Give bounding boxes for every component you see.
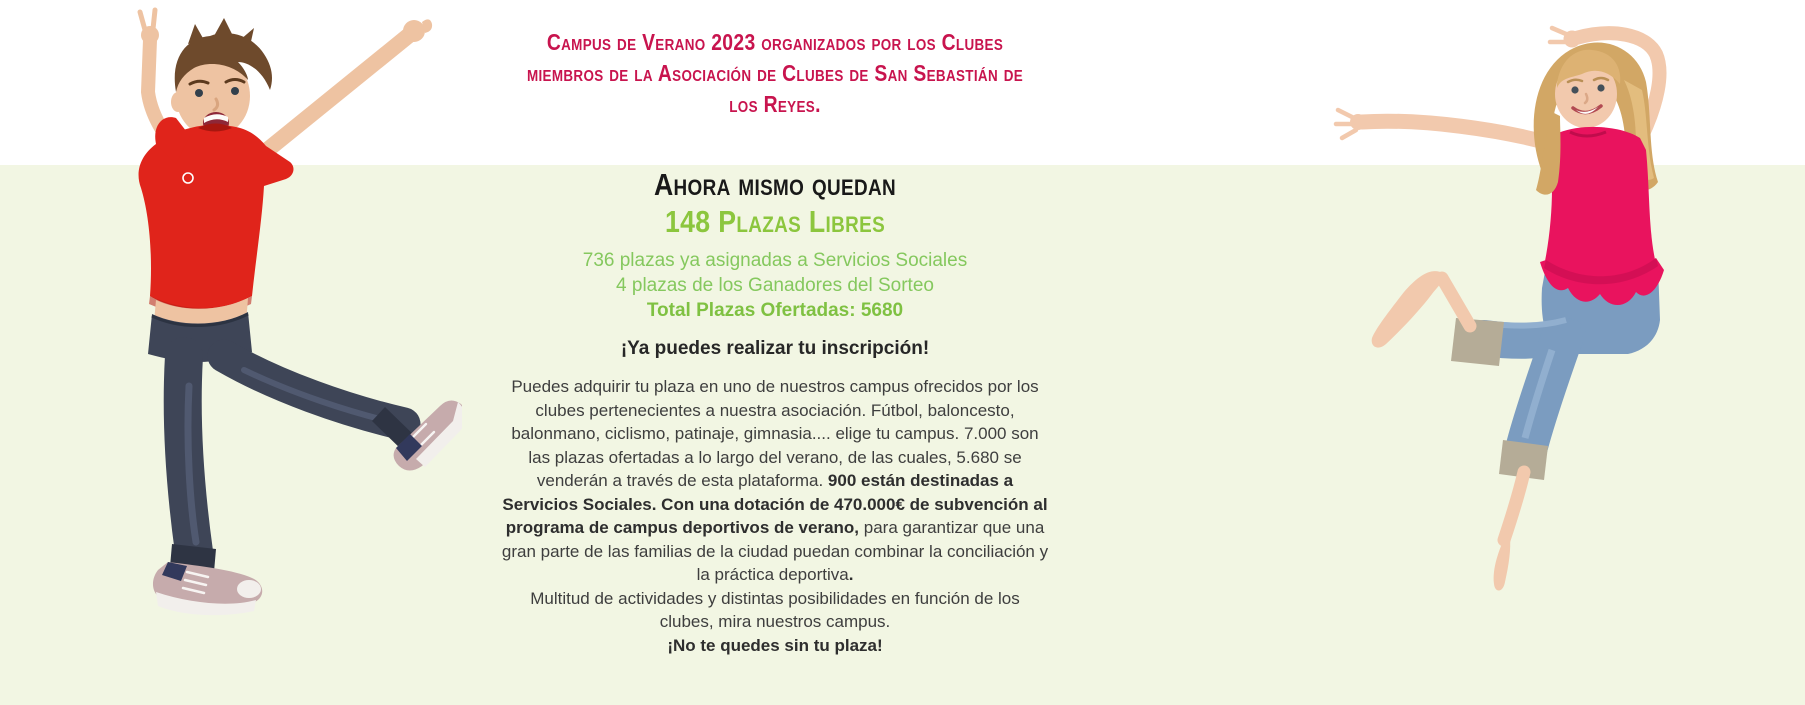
free-spots-count: 148 Plazas Libres — [664, 204, 886, 239]
jumping-boy-image — [92, 4, 462, 624]
total-offered-line: Total Plazas Ofertadas: 5680 — [646, 300, 904, 321]
main-content — [468, 0, 1082, 657]
jumping-girl-illustration — [1330, 20, 1730, 640]
availability-heading: Ahora mismo quedan — [653, 167, 897, 202]
registration-cta: ¡Ya puedes realizar tu inscripción! — [620, 338, 930, 359]
availability-block — [511, 166, 1039, 240]
boy-right-arm — [260, 19, 432, 156]
title-line: los Reyes. — [729, 91, 821, 117]
boy-jeans — [148, 312, 417, 572]
jumping-boy-illustration — [92, 4, 462, 624]
title-line: Campus de Verano 2023 organizados por los Clubes — [546, 29, 1004, 55]
description-paragraph: Puedes adquirir tu plaza en uno de nuestros campus ofrecidos por los clubes pertenecientes a nuestra asociación. Fútbol, baloncesto, balonmano, ciclismo, patinaje, gimnasia.... elige tu campus. 7.000 son las plazas ofertadas a lo largo del verano, de las cuales, 5.680 se venderán a través de esta plataforma. 900 están destinadas a Servicios Sociales. Con una dotación de 470.000€ de subvención al programa de campus deportivos de verano, para garantizar que una gran parte de las familias de la ciudad puedan combinar la conciliación y la práctica deportiva. Multitud de actividades y distintas posibilidades en función de los clubes, mira nuestros campus. ¡No te quedes sin tu plaza! — [501, 377, 1049, 655]
girl-extended-arm — [1336, 110, 1552, 144]
assigned-social-services-line: 736 plazas ya asignadas a Servicios Sociales — [582, 250, 968, 271]
availability-details — [468, 248, 1082, 323]
boy-shoe-front — [153, 562, 262, 615]
title-line: miembros de la Asociación de Clubes de San Sebastián de — [526, 60, 1024, 86]
raffle-winners-line: 4 plazas de los Ganadores del Sorteo — [616, 275, 934, 296]
page-title — [517, 27, 1033, 120]
jumping-girl-image — [1330, 20, 1730, 640]
girl-legs — [1372, 271, 1524, 590]
